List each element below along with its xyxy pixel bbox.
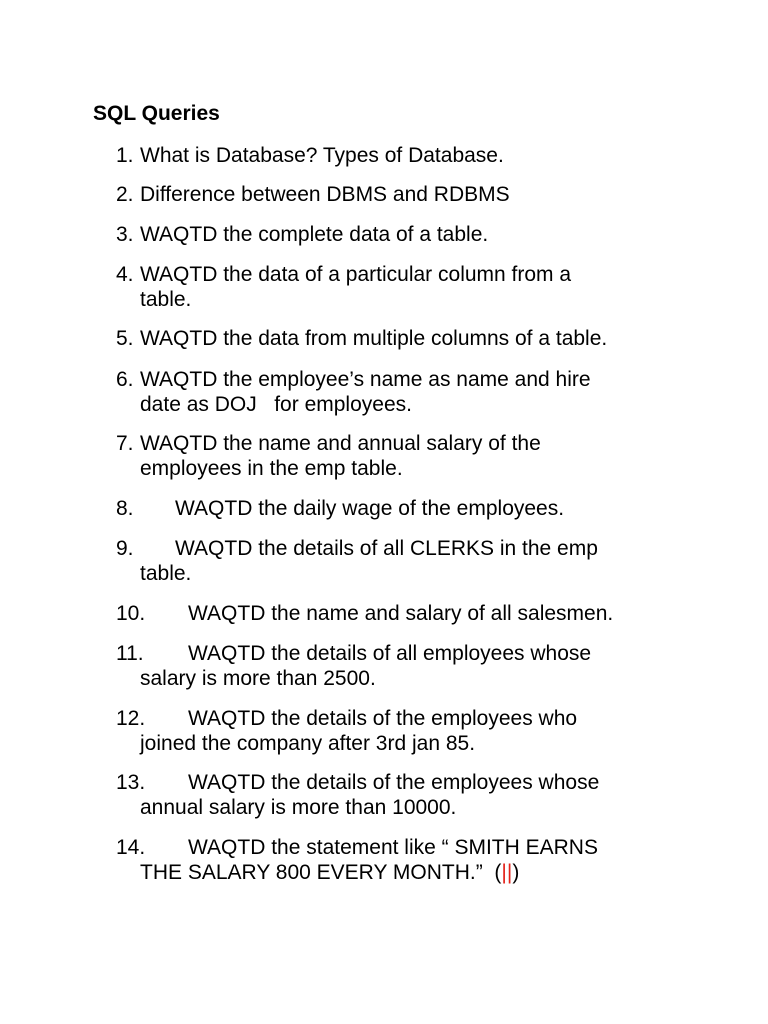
item-text-continued: employees in the emp table. (140, 457, 403, 480)
item-text: WAQTD the details of the employees whose (188, 771, 600, 794)
document-title: SQL Queries (93, 102, 220, 125)
concat-operator: || (501, 861, 513, 884)
item-text: WAQTD the name and salary of all salesmen. (188, 602, 614, 625)
item-number: 1. (116, 144, 134, 167)
item-text: WAQTD the employee’s name as name and hire (140, 368, 591, 391)
list-item (116, 182, 716, 207)
item-text-continued: table. (140, 562, 192, 585)
item-number: 9. (116, 537, 134, 560)
item-text: WAQTD the details of all CLERKS in the emp (175, 537, 598, 560)
item-text-main: THE SALARY 800 EVERY MONTH.” ( (140, 861, 502, 884)
item-number: 8. (116, 497, 134, 520)
item-text: What is Database? Types of Database. (140, 144, 504, 167)
item-number: 14. (116, 836, 146, 859)
item-text: WAQTD the data of a particular column from a (140, 263, 572, 286)
item-number: 7. (116, 432, 134, 455)
item-text-end: ) (512, 861, 520, 884)
item-number: 3. (116, 223, 134, 246)
item-text-continued: date as DOJ for employees. (140, 393, 412, 416)
item-text: Difference between DBMS and RDBMS (140, 183, 510, 206)
item-text: WAQTD the complete data of a table. (140, 223, 489, 246)
item-text-continued: joined the company after 3rd jan 85. (140, 732, 476, 755)
item-number: 2. (116, 183, 134, 206)
item-text: WAQTD the statement like “ SMITH EARNS (188, 836, 598, 859)
item-number: 11. (116, 642, 144, 665)
item-number: 10. (116, 602, 146, 625)
list-item (116, 262, 716, 312)
item-text-continued: table. (140, 288, 192, 311)
item-text: WAQTD the daily wage of the employees. (175, 497, 565, 520)
list-item (116, 536, 716, 586)
list-item (116, 143, 716, 168)
list-item (116, 770, 716, 820)
item-text: WAQTD the details of the employees who (188, 707, 578, 730)
item-number: 12. (116, 707, 146, 730)
item-text-continued (116, 860, 716, 885)
list-item (116, 641, 716, 691)
item-number: 13. (116, 771, 146, 794)
item-number: 5. (116, 327, 134, 350)
list-item (116, 835, 716, 885)
list-item (116, 222, 716, 247)
item-text-continued: salary is more than 2500. (140, 667, 376, 690)
item-number: 6. (116, 368, 134, 391)
list-item (116, 431, 716, 481)
item-text: WAQTD the details of all employees whose (188, 642, 592, 665)
list-item (116, 496, 716, 521)
list-item (116, 367, 716, 417)
item-text: WAQTD the name and annual salary of the (140, 432, 541, 455)
item-number: 4. (116, 263, 134, 286)
item-text-continued: annual salary is more than 10000. (140, 796, 457, 819)
list-item (116, 326, 716, 351)
list-item (116, 601, 716, 626)
item-text: WAQTD the data from multiple columns of a table. (140, 327, 608, 350)
list-item (116, 706, 716, 756)
